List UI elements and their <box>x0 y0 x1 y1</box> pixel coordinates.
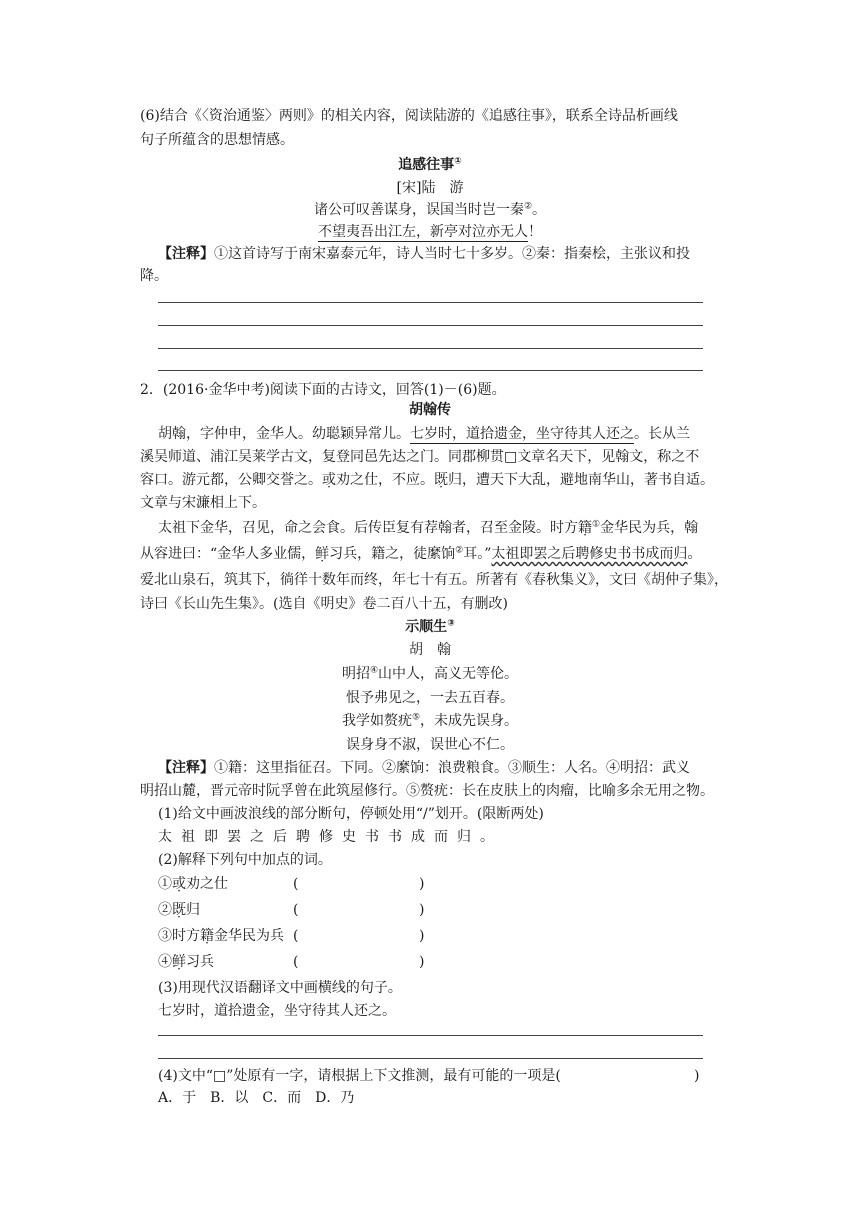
subq-2-item: ③时方籍金华民为兵 <box>158 928 284 944</box>
passage-line: 爱北山泉石，筑其下，徜徉十数年而终，年七十有五。所著有《春秋集义》，文曰《胡仲子集》， <box>140 572 728 588</box>
answer-paren-open: ( <box>293 928 299 944</box>
subq-2-item: ②既归 <box>158 902 200 918</box>
poem2-verse: 误身身不淑，误世心不仁。 <box>346 737 514 753</box>
poem2-verse: 明招④山中人，高义无等伦。 <box>341 665 519 682</box>
subq-2: (2)解释下列句中加点的词。 <box>158 852 332 868</box>
poem-verse-1: 诸公可叹善谋身，误国当时岂一秦②。 <box>313 201 547 218</box>
passage-line: 胡翰，字仲申，金华人。幼聪颖异常儿。七岁时，道拾遗金，坐守待其人还之。长从兰 <box>158 426 690 442</box>
answer-line[interactable] <box>158 348 703 349</box>
answer-line[interactable] <box>158 370 703 371</box>
q2-note-line1: 【注释】①籍：这里指征召。下同。②縻饷：浪费粮食。③顺生：人名。④明招：武义 <box>158 760 690 776</box>
poem2-verse: 我学如赘疣⑤，未成先误身。 <box>341 712 519 729</box>
poem2-author: 胡 翰 <box>409 642 451 658</box>
answer-paren-close: ) <box>419 928 425 944</box>
answer-paren-open: ( <box>293 902 299 918</box>
passage-line: 文章与宋濂相上下。 <box>140 495 266 511</box>
passage-line: 太祖下金华，召见，命之会食。后传臣复有荐翰者，召至金陵。时方籍①金华民为兵，翰 <box>158 519 699 536</box>
q6-prompt-line1: (6)结合《〈资治通鉴〉两则》的相关内容，阅读陆游的《追感往事》，联系全诗品析画线 <box>140 108 678 124</box>
answer-line[interactable] <box>158 1058 703 1059</box>
poem-author: [宋]陆 游 <box>396 180 464 196</box>
q6-prompt-line2: 句子所蕴含的思想情感。 <box>140 132 294 148</box>
answer-paren-close: ) <box>419 954 425 970</box>
poem-title: 追感往事① <box>398 156 462 173</box>
q6-note-line1: 【注释】①这首诗写于南宋嘉泰元年，诗人当时七十多岁。②秦：指秦桧，主张议和投 <box>158 246 690 262</box>
poem-verse-2: 不望夷吾出江左，新亭对泣亦无人！ <box>318 224 542 240</box>
answer-line[interactable] <box>158 302 703 303</box>
subq-3: (3)用现代汉语翻译文中画横线的句子。 <box>158 980 402 996</box>
subq-4: (4)文中“□”处原有一字，请根据上下文推测，最有可能的一项是( <box>158 1068 561 1084</box>
text-title: 胡翰传 <box>409 402 451 418</box>
q6-note-line2: 降。 <box>140 268 168 284</box>
answer-paren-close: ) <box>694 1068 700 1084</box>
q2-note-line2: 明招山麓，晋元帝时阮孚曾在此筑屋修行。⑤赘疣：长在皮肤上的肉瘤，比喻多余无用之物。 <box>140 783 714 799</box>
answer-line[interactable] <box>158 325 703 326</box>
poem2-verse: 恨予弗见之，一去五百春。 <box>346 690 514 706</box>
poem2-title: 示顺生③ <box>405 618 455 635</box>
answer-paren-open: ( <box>293 876 299 892</box>
subq-1: (1)给文中画波浪线的部分断句，停顿处用“/”划开。(限断两处) <box>158 806 544 822</box>
subq-4-options: A．于 B．以 C．而 D．乃 <box>158 1090 355 1106</box>
passage-line: 诗曰《长山先生集》。(选自《明史》卷二百八十五，有删改) <box>140 596 508 612</box>
passage-line: 溪吴师道、浦江吴莱学古文，复登同邑先达之门。同郡柳贯□文章名天下，见翰文，称之不 <box>140 449 700 465</box>
passage-line: 容口。游元都，公卿交誉之。或劝之仕，不应。既归，遭天下大乱，避地南华山，著书自适。 <box>140 472 714 488</box>
answer-paren-close: ) <box>419 876 425 892</box>
passage-line: 从容进曰：“金华人多业儒，鲜习兵，籍之，徒縻饷②耳。”太祖即罢之后聘修史书书成而归。 <box>140 545 702 562</box>
subq-2-item: ①或劝之仕 <box>158 876 228 892</box>
subq-2-item: ④鲜习兵 <box>158 954 214 970</box>
q2-header: 2．(2016·金华中考)阅读下面的古诗文，回答(1)－(6)题。 <box>140 382 506 398</box>
subq-3-text: 七岁时，道拾遗金，坐守待其人还之。 <box>158 1003 396 1019</box>
answer-line[interactable] <box>158 1035 703 1036</box>
subq-1-text: 太祖即罢之后聘修史书书成而归。 <box>158 829 503 845</box>
answer-paren-open: ( <box>293 954 299 970</box>
answer-paren-close: ) <box>419 902 425 918</box>
